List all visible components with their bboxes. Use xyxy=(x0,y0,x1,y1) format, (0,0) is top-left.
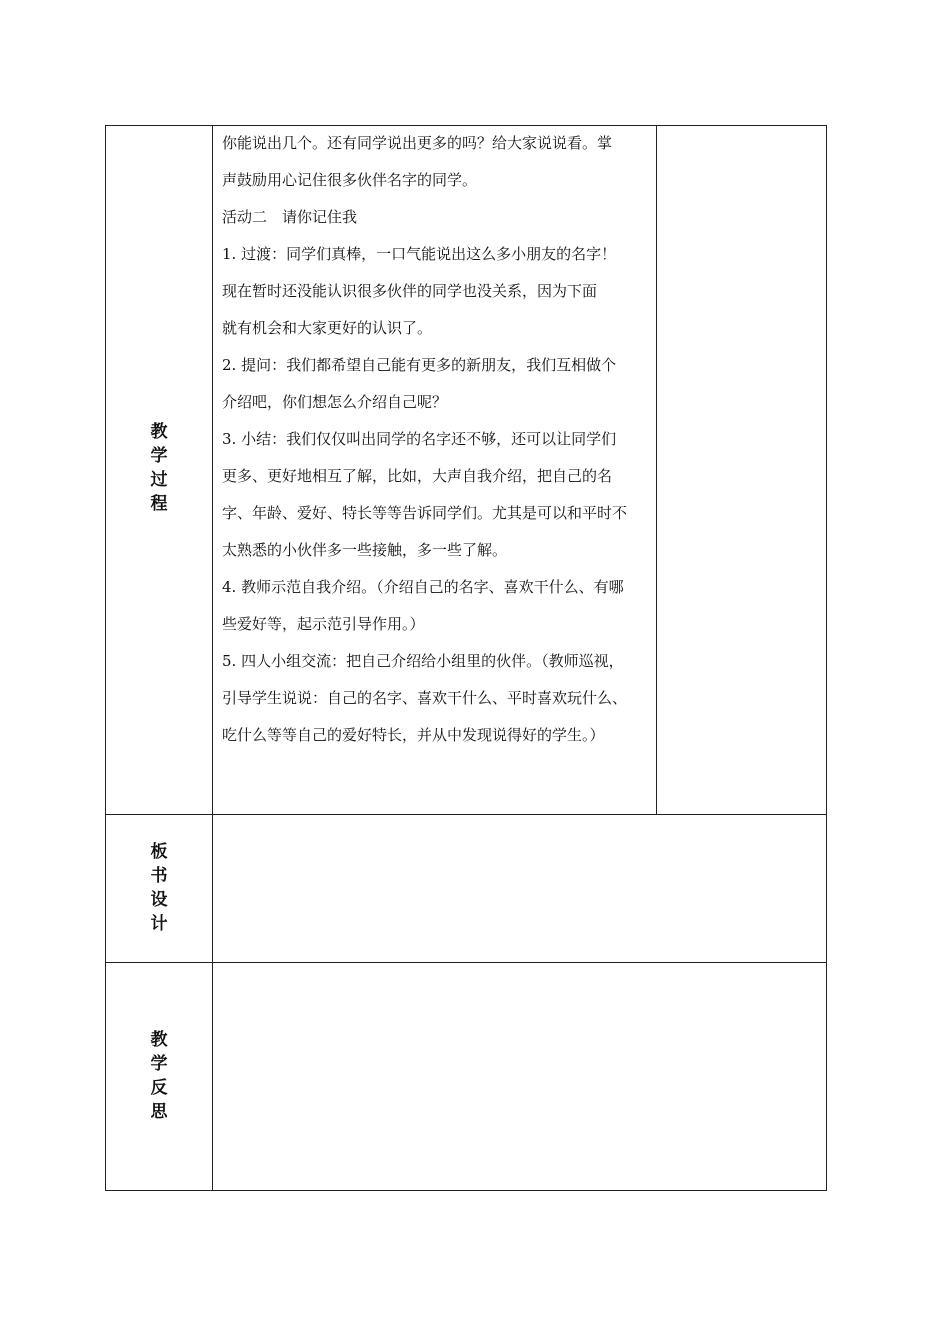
label-char: 反 xyxy=(150,1078,168,1098)
board-design-label xyxy=(105,840,213,936)
content-line: 3. 小结：我们仅仅叫出同学的名字还不够，还可以让同学们 xyxy=(222,430,617,448)
row-divider-1 xyxy=(105,814,827,815)
content-line: 1. 过渡：同学们真棒，一口气能说出这么多小朋友的名字！ xyxy=(222,245,617,263)
content-line: 更多、更好地相互了解，比如，大声自我介绍，把自己的名 xyxy=(222,467,613,485)
content-line: 活动二 请你记住我 xyxy=(222,208,358,226)
content-line: 5. 四人小组交流：把自己介绍给小组里的伙伴。（教师巡视， xyxy=(222,652,624,670)
content-line: 2. 提问：我们都希望自己能有更多的新朋友，我们互相做个 xyxy=(222,356,617,374)
content-line: 现在暂时还没能认识很多伙伴的同学也没关系，因为下面 xyxy=(222,282,598,300)
content-line: 引导学生说说：自己的名字、喜欢干什么、平时喜欢玩什么、 xyxy=(222,689,628,707)
label-char: 教 xyxy=(150,1030,168,1050)
content-line: 你能说出几个。还有同学说出更多的吗？给大家说说看。掌 xyxy=(222,134,613,152)
label-char: 学 xyxy=(150,1054,168,1074)
row-divider-2 xyxy=(105,962,827,963)
content-line: 介绍吧，你们想怎么介绍自己呢？ xyxy=(222,393,448,411)
content-line: 4. 教师示范自我介绍。（介绍自己的名字、喜欢干什么、有哪 xyxy=(222,578,624,596)
label-char: 程 xyxy=(150,494,168,514)
label-char: 教 xyxy=(150,422,168,442)
content-line: 些爱好等，起示范引导作用。） xyxy=(222,615,425,633)
content-line: 字、年龄、爱好、特长等等告诉同学们。尤其是可以和平时不 xyxy=(222,504,628,522)
notes-column-divider xyxy=(656,125,657,815)
content-line: 声鼓励用心记住很多伙伴名字的同学。 xyxy=(222,171,478,189)
label-char: 计 xyxy=(150,914,168,934)
teaching-process-label xyxy=(105,420,213,516)
teaching-reflection-label xyxy=(105,1028,213,1124)
label-char: 板 xyxy=(150,842,168,862)
label-char: 过 xyxy=(150,470,168,490)
content-line: 就有机会和大家更好的认识了。 xyxy=(222,319,433,337)
label-char: 设 xyxy=(150,890,168,910)
label-char: 书 xyxy=(150,866,168,886)
label-char: 思 xyxy=(150,1102,168,1122)
label-char: 学 xyxy=(150,446,168,466)
content-line: 吃什么等等自己的爱好特长，并从中发现说得好的学生。） xyxy=(222,726,605,744)
content-line: 太熟悉的小伙伴多一些接触，多一些了解。 xyxy=(222,541,508,559)
teaching-process-content xyxy=(222,125,652,754)
